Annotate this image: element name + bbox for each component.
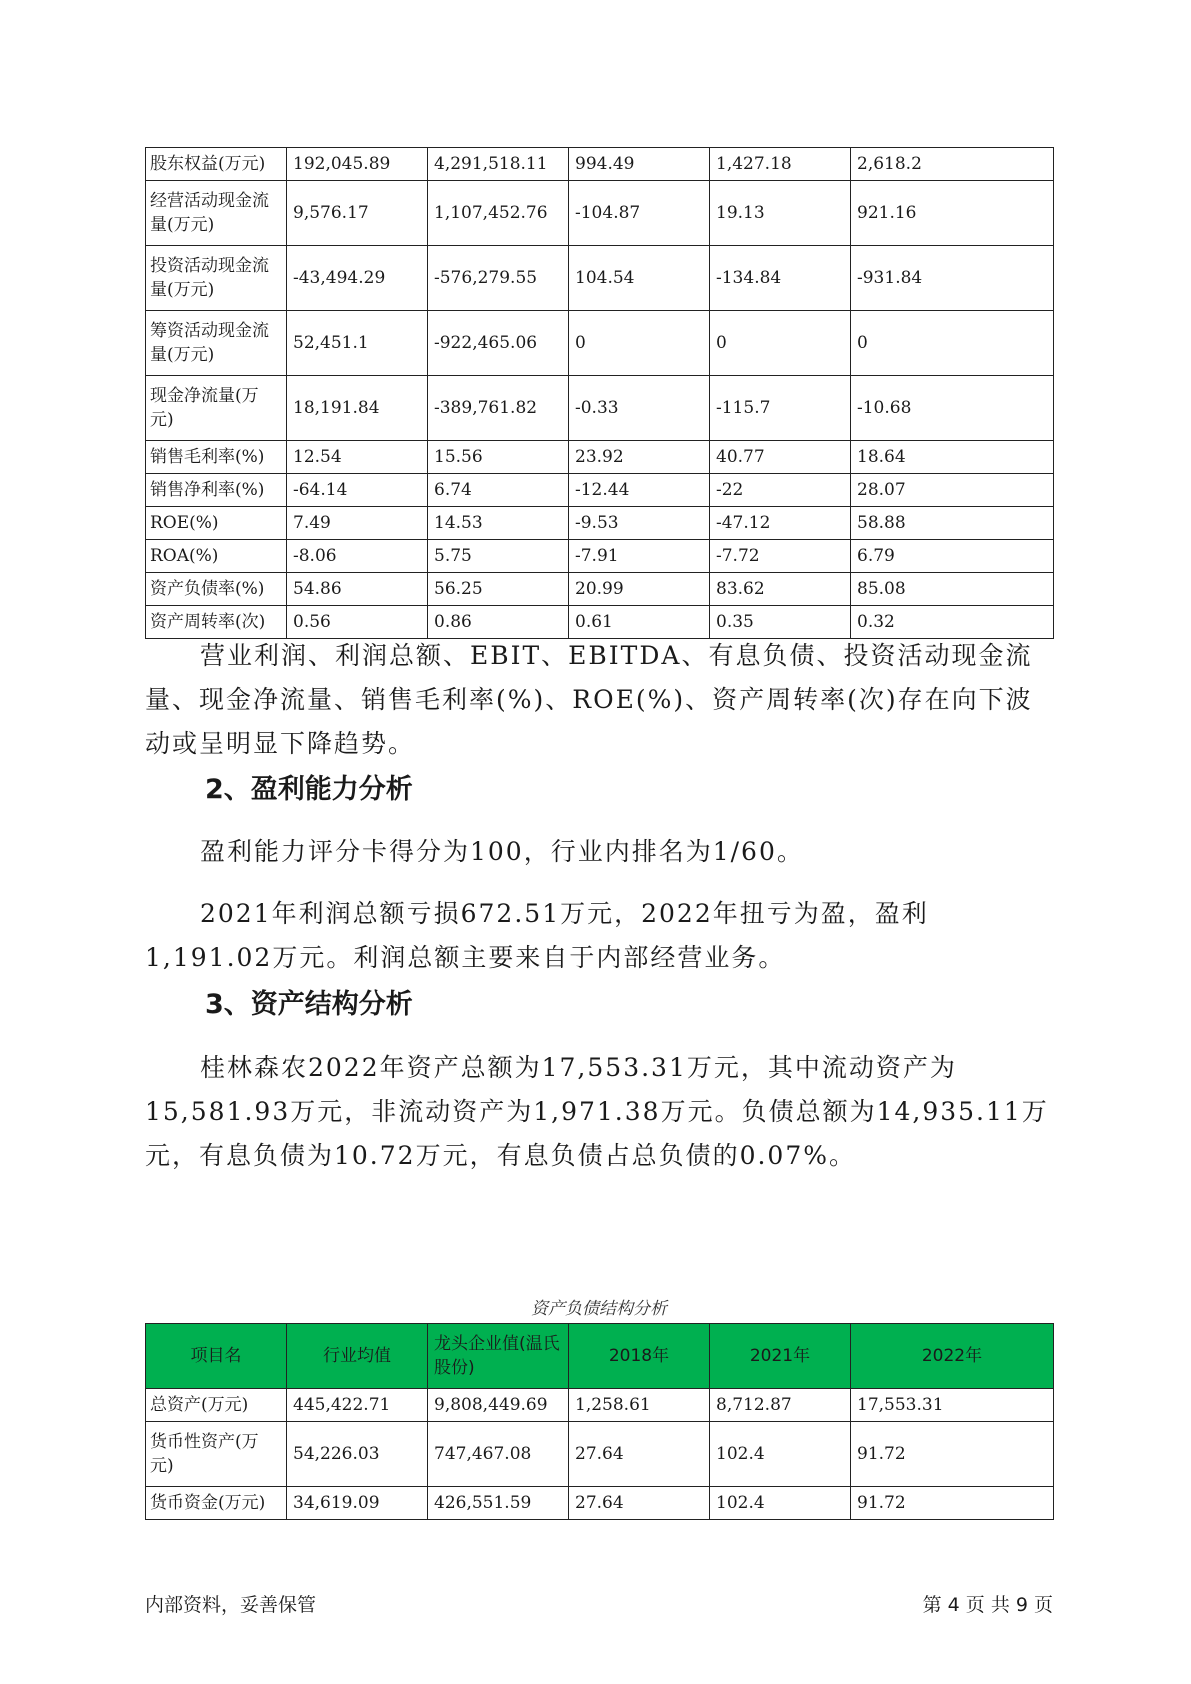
table-cell: 14.53: [428, 507, 569, 540]
table-cell: -7.91: [569, 540, 710, 573]
table-cell: 28.07: [851, 474, 1054, 507]
table-cell: 0: [851, 311, 1054, 376]
table-cell: 54.86: [287, 573, 428, 606]
table-cell: 0.35: [710, 606, 851, 639]
table-row: [146, 540, 1054, 573]
table-cell: 4,291,518.11: [428, 148, 569, 181]
table-cell: -64.14: [287, 474, 428, 507]
row-label: 销售毛利率(%): [146, 441, 287, 474]
row-label: 现金净流量(万元): [146, 376, 287, 441]
table-cell: 83.62: [710, 573, 851, 606]
row-label: 货币资金(万元): [146, 1487, 287, 1520]
table-cell: 445,422.71: [287, 1389, 428, 1422]
profitability-score-paragraph: 盈利能力评分卡得分为100，行业内排名为1/60。: [200, 837, 804, 866]
table-cell: 19.13: [710, 181, 851, 246]
table-cell: -389,761.82: [428, 376, 569, 441]
table-cell: 91.72: [851, 1487, 1054, 1520]
table-row: [146, 376, 1054, 441]
balance-structure-table: [145, 1323, 1054, 1520]
footer-confidential-note: 内部资料，妥善保管: [145, 1594, 317, 1616]
table-cell: 6.79: [851, 540, 1054, 573]
table-cell: 56.25: [428, 573, 569, 606]
table-cell: 8,712.87: [710, 1389, 851, 1422]
row-label: 资产周转率(次): [146, 606, 287, 639]
table-header-row: [146, 1324, 1054, 1389]
table-row: [146, 1422, 1054, 1487]
table-cell: -104.87: [569, 181, 710, 246]
row-label: ROE(%): [146, 507, 287, 540]
table-cell: 0: [710, 311, 851, 376]
table-cell: 15.56: [428, 441, 569, 474]
table-cell: 104.54: [569, 246, 710, 311]
header-leader-value: 龙头企业值(温氏股份): [428, 1324, 569, 1389]
row-label: 筹资活动现金流量(万元): [146, 311, 287, 376]
table-cell: 102.4: [710, 1422, 851, 1487]
table-cell: 426,551.59: [428, 1487, 569, 1520]
table-cell: -22: [710, 474, 851, 507]
table-row: [146, 148, 1054, 181]
table-cell: 6.74: [428, 474, 569, 507]
table-cell: 1,258.61: [569, 1389, 710, 1422]
row-label: 经营活动现金流量(万元): [146, 181, 287, 246]
row-label: 资产负债率(%): [146, 573, 287, 606]
row-label: 货币性资产(万元): [146, 1422, 287, 1487]
row-label: 销售净利率(%): [146, 474, 287, 507]
table-cell: -931.84: [851, 246, 1054, 311]
table-cell: 54,226.03: [287, 1422, 428, 1487]
table-cell: 102.4: [710, 1487, 851, 1520]
table-cell: -576,279.55: [428, 246, 569, 311]
table-cell: 192,045.89: [287, 148, 428, 181]
row-label: 股东权益(万元): [146, 148, 287, 181]
table-row: [146, 1389, 1054, 1422]
table-cell: 0.32: [851, 606, 1054, 639]
table-cell: 18,191.84: [287, 376, 428, 441]
table-cell: -9.53: [569, 507, 710, 540]
table-row: [146, 441, 1054, 474]
table-cell: 994.49: [569, 148, 710, 181]
table-cell: 921.16: [851, 181, 1054, 246]
header-year-2021: 2021年: [710, 1324, 851, 1389]
table-caption: 资产负债结构分析: [531, 1299, 667, 1319]
section-heading-asset-structure: 3、资产结构分析: [205, 989, 413, 1020]
table-cell: 58.88: [851, 507, 1054, 540]
table-cell: -922,465.06: [428, 311, 569, 376]
row-label: ROA(%): [146, 540, 287, 573]
table-cell: 7.49: [287, 507, 428, 540]
table-row: [146, 246, 1054, 311]
table-cell: -7.72: [710, 540, 851, 573]
header-year-2022: 2022年: [851, 1324, 1054, 1389]
table-cell: 12.54: [287, 441, 428, 474]
table-cell: 52,451.1: [287, 311, 428, 376]
table-cell: -134.84: [710, 246, 851, 311]
table-cell: -0.33: [569, 376, 710, 441]
table-cell: 0.56: [287, 606, 428, 639]
table-cell: 17,553.31: [851, 1389, 1054, 1422]
table-cell: -47.12: [710, 507, 851, 540]
table-row: [146, 507, 1054, 540]
table-cell: 9,576.17: [287, 181, 428, 246]
table-row: [146, 474, 1054, 507]
table-cell: 1,107,452.76: [428, 181, 569, 246]
row-label: 总资产(万元): [146, 1389, 287, 1422]
table-cell: 9,808,449.69: [428, 1389, 569, 1422]
table-cell: 27.64: [569, 1487, 710, 1520]
table-cell: 20.99: [569, 573, 710, 606]
financial-indicators-table: [145, 147, 1054, 639]
table-cell: 0: [569, 311, 710, 376]
table-cell: 1,427.18: [710, 148, 851, 181]
table-cell: -8.06: [287, 540, 428, 573]
table-row: [146, 1487, 1054, 1520]
table-cell: 18.64: [851, 441, 1054, 474]
table-row: [146, 311, 1054, 376]
table-cell: 85.08: [851, 573, 1054, 606]
table-cell: -43,494.29: [287, 246, 428, 311]
table-cell: 23.92: [569, 441, 710, 474]
table-cell: 2,618.2: [851, 148, 1054, 181]
table-cell: 91.72: [851, 1422, 1054, 1487]
table-cell: -10.68: [851, 376, 1054, 441]
trend-paragraph: 营业利润、利润总额、EBIT、EBITDA、有息负债、投资活动现金流量、现金净流量、销售毛利率(%)、ROE(%)、资产周转率(次)存在向下波动或呈明显下降趋势。: [145, 641, 1033, 758]
profit-paragraph: 2021年利润总额亏损672.51万元，2022年扭亏为盈，盈利1,191.02万元。利润总额主要来自于内部经营业务。: [145, 899, 929, 972]
row-label: 投资活动现金流量(万元): [146, 246, 287, 311]
header-year-2018: 2018年: [569, 1324, 710, 1389]
table-row: [146, 573, 1054, 606]
header-item-name: 项目名: [146, 1324, 287, 1389]
table-cell: -12.44: [569, 474, 710, 507]
table-cell: 0.61: [569, 606, 710, 639]
asset-structure-paragraph: 桂林森农2022年资产总额为17,553.31万元，其中流动资产为15,581.93万元，非流动资产为1,971.38万元。负债总额为14,935.11万元，有息负债为10.72万元，有息负债占总负债的0.07%。: [145, 1053, 1049, 1170]
table-cell: 0.86: [428, 606, 569, 639]
table-cell: 747,467.08: [428, 1422, 569, 1487]
table-cell: 27.64: [569, 1422, 710, 1487]
table-cell: 40.77: [710, 441, 851, 474]
footer-page-number: 第 4 页 共 9 页: [922, 1594, 1053, 1616]
header-industry-avg: 行业均值: [287, 1324, 428, 1389]
section-heading-profitability: 2、盈利能力分析: [205, 774, 413, 805]
table-cell: -115.7: [710, 376, 851, 441]
table-cell: 5.75: [428, 540, 569, 573]
table-row: [146, 181, 1054, 246]
table-cell: 34,619.09: [287, 1487, 428, 1520]
